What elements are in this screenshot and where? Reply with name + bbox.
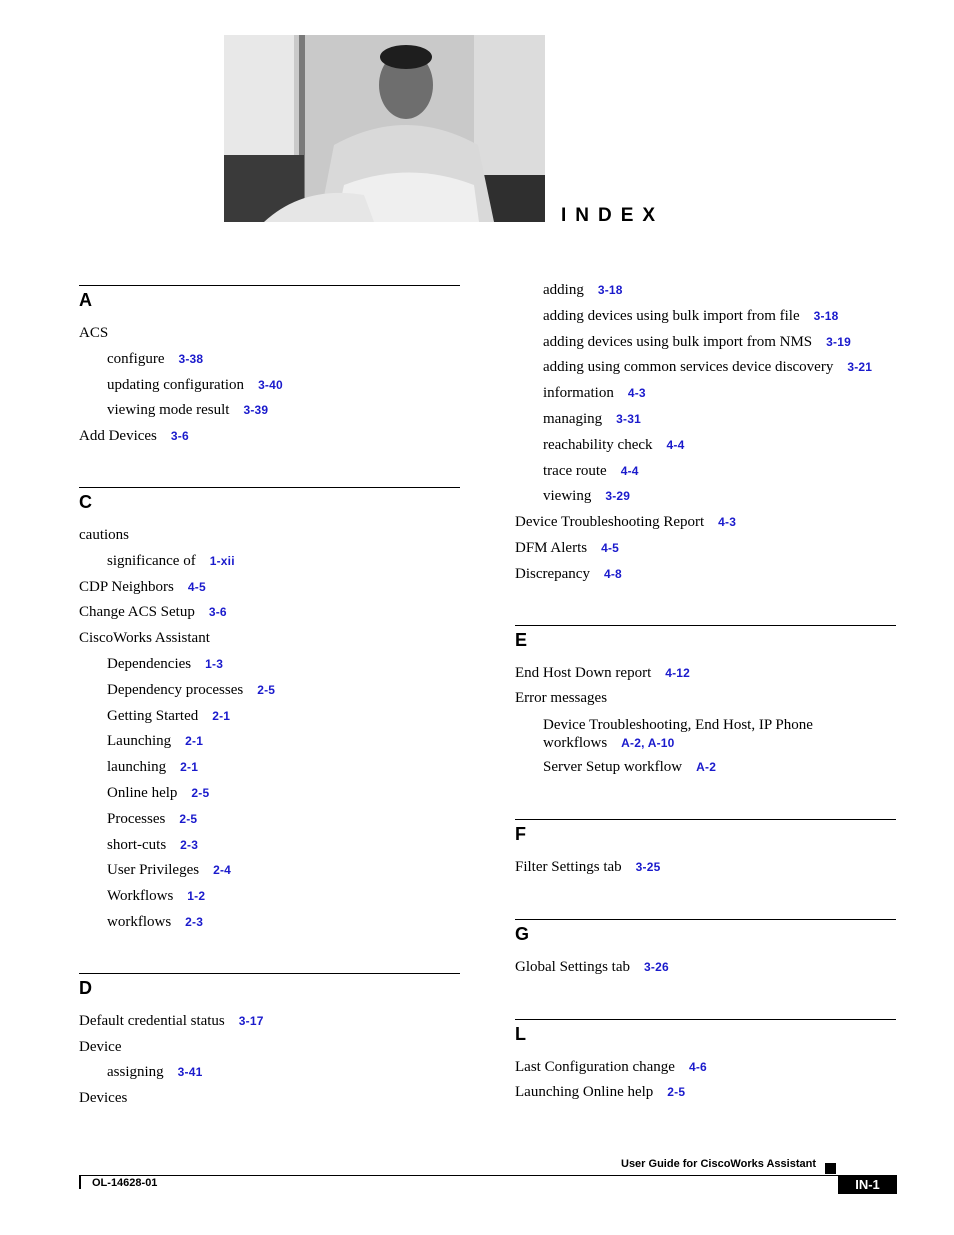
- index-entry: Launching Online help 2-5: [515, 1084, 686, 1101]
- index-subentry: workflows 2-3: [107, 913, 204, 930]
- page-number: IN-1: [838, 1175, 897, 1194]
- page-ref-link[interactable]: 4-4: [620, 463, 639, 478]
- index-subentry: Online help 2-5: [107, 784, 210, 801]
- index-entry: Add Devices 3-6: [79, 428, 189, 445]
- page-ref-link[interactable]: 3-6: [170, 429, 189, 444]
- page-ref-link[interactable]: 2-3: [180, 837, 199, 852]
- index-section-c: [79, 487, 460, 936]
- index-subentry: Dependency processes 2-5: [107, 681, 276, 698]
- header-photo: [224, 35, 545, 222]
- page-ref-link[interactable]: 2-1: [185, 734, 204, 749]
- index-entry: Error messages: [515, 690, 608, 707]
- index-entry: Filter Settings tab 3-25: [515, 858, 661, 875]
- page-ref-link[interactable]: 4-4: [666, 437, 685, 452]
- index-entry: Devices: [79, 1090, 128, 1107]
- index-entry: cautions: [79, 526, 129, 543]
- section-rule: [79, 487, 460, 488]
- index-section-a: [79, 285, 460, 450]
- index-subentry: viewing mode result 3-39: [107, 402, 269, 419]
- page-ref-link[interactable]: 3-39: [243, 403, 269, 418]
- index-subentry: trace route 4-4: [543, 462, 639, 479]
- index-section-d-continued: [515, 278, 896, 588]
- index-subentry: Dependencies 1-3: [107, 655, 224, 672]
- index-entry: Global Settings tab 3-26: [515, 958, 669, 975]
- page-ref-link[interactable]: 2-5: [257, 682, 276, 697]
- page-ref-link[interactable]: 3-38: [178, 351, 204, 366]
- footer-marker: [825, 1163, 836, 1174]
- section-rule: [515, 919, 896, 920]
- page-ref-link[interactable]: 3-40: [258, 377, 283, 392]
- index-subentry: adding devices using bulk import from NMS 3-19: [543, 333, 851, 350]
- page-ref-link[interactable]: 3-18: [813, 308, 839, 323]
- index-entry: ACS: [79, 325, 109, 341]
- index-column-left: [79, 285, 460, 1112]
- page-ref-link[interactable]: 3-26: [644, 959, 669, 974]
- page-ref-link[interactable]: 3-21: [847, 360, 873, 375]
- index-subentry: updating configuration 3-40: [107, 376, 283, 393]
- page-ref-link[interactable]: 4-12: [665, 665, 691, 680]
- section-rule: [79, 285, 460, 286]
- page-ref-link[interactable]: 3-17: [238, 1013, 264, 1028]
- index-section-f: [515, 819, 896, 881]
- page-ref-link[interactable]: 1-xii: [209, 553, 235, 568]
- index-entry: Change ACS Setup 3-6: [79, 604, 227, 621]
- index-entry: Last Configuration change 4-6: [515, 1058, 707, 1075]
- index-title: INDEX: [561, 205, 665, 226]
- page-ref-link[interactable]: 3-29: [605, 489, 631, 504]
- index-entry: CDP Neighbors 4-5: [79, 578, 206, 595]
- index-entry: CiscoWorks Assistant: [79, 630, 210, 647]
- index-subentry: User Privileges 2-4: [107, 862, 232, 879]
- footer-doc-number: OL-14628-01: [92, 1177, 158, 1189]
- index-subentry: launching 2-1: [107, 759, 199, 776]
- page-ref-link[interactable]: 2-5: [179, 811, 198, 826]
- index-section-e: [515, 625, 896, 781]
- index-column-right: [515, 278, 896, 1106]
- section-rule: [79, 973, 460, 974]
- page-ref-link[interactable]: 4-5: [601, 540, 620, 555]
- section-rule: [515, 625, 896, 626]
- index-section-d: [79, 973, 460, 1112]
- page-ref-link[interactable]: 3-19: [826, 334, 851, 349]
- index-subentry: information 4-3: [543, 385, 646, 402]
- footer-tick: [79, 1175, 81, 1189]
- page-ref-link[interactable]: 4-8: [603, 566, 622, 581]
- index-subentry: reachability check 4-4: [543, 436, 685, 453]
- section-rule: [515, 819, 896, 820]
- page-ref-link[interactable]: 2-1: [180, 760, 199, 775]
- page-ref-link[interactable]: 3-6: [208, 605, 227, 620]
- section-letter: L: [515, 1023, 526, 1044]
- section-letter: C: [79, 491, 92, 512]
- section-letter: F: [515, 823, 526, 844]
- section-letter: D: [79, 977, 92, 998]
- index-subentry: configure 3-38: [107, 350, 204, 367]
- page-ref-link[interactable]: 3-41: [177, 1065, 203, 1080]
- page-ref-link[interactable]: A-2, A-10: [621, 736, 675, 751]
- index-entry: Device: [79, 1038, 122, 1055]
- page-ref-link[interactable]: 2-5: [667, 1085, 686, 1100]
- index-subentry: managing 3-31: [543, 410, 641, 427]
- index-subentry: Device Troubleshooting, End Host, IP Phone workflows A-2, A-10: [543, 717, 813, 752]
- index-subentry: assigning 3-41: [107, 1064, 203, 1081]
- index-entry: Discrepancy 4-8: [515, 565, 622, 582]
- index-entry: Device Troubleshooting Report 4-3: [515, 514, 737, 531]
- index-entry: DFM Alerts 4-5: [515, 539, 620, 556]
- index-subentry: Launching 2-1: [107, 733, 204, 750]
- index-subentry: adding devices using bulk import from file 3-18: [543, 307, 839, 324]
- page-ref-link[interactable]: 1-2: [187, 889, 206, 904]
- index-entry: End Host Down report 4-12: [515, 664, 691, 681]
- page-ref-link[interactable]: 1-3: [205, 656, 224, 671]
- person-photo-illustration: [224, 35, 545, 222]
- page-ref-link[interactable]: 2-5: [191, 785, 210, 800]
- index-section-g: [515, 919, 896, 981]
- index-subentry: Getting Started 2-1: [107, 707, 231, 724]
- section-rule: [515, 1019, 896, 1020]
- page-ref-link[interactable]: 3-18: [597, 283, 623, 297]
- page-ref-link[interactable]: 3-25: [635, 859, 661, 874]
- index-subentry: Server Setup workflow A-2: [543, 759, 717, 776]
- index-subentry: short-cuts 2-3: [107, 836, 199, 853]
- index-subentry: Processes 2-5: [107, 810, 198, 827]
- footer-guide-title: User Guide for CiscoWorks Assistant: [621, 1158, 816, 1170]
- page-ref-link[interactable]: 3-31: [616, 411, 641, 426]
- page-ref-link[interactable]: 2-1: [212, 708, 231, 723]
- page-ref-link[interactable]: 4-6: [688, 1059, 707, 1074]
- page-ref-link[interactable]: 4-3: [627, 386, 646, 401]
- index-subentry: viewing 3-29: [543, 488, 631, 505]
- section-letter: A: [79, 290, 92, 310]
- footer-rule: [79, 1175, 897, 1176]
- section-letter: E: [515, 629, 528, 650]
- page-ref-link[interactable]: 2-3: [185, 914, 204, 929]
- index-subentry: Workflows 1-2: [107, 888, 206, 905]
- index-section-l: [515, 1019, 896, 1107]
- page-ref-link[interactable]: 4-5: [187, 579, 206, 594]
- index-subentry: significance of 1-xii: [107, 552, 235, 569]
- index-subentry: adding using common services device discovery 3-21: [543, 359, 873, 376]
- page-ref-link[interactable]: 2-4: [213, 863, 232, 878]
- index-subentry: adding 3-18: [543, 282, 623, 298]
- page-ref-link[interactable]: 4-3: [718, 515, 737, 530]
- section-letter: G: [515, 923, 530, 944]
- page-ref-link[interactable]: A-2: [696, 760, 717, 775]
- index-entry: Default credential status 3-17: [79, 1012, 264, 1029]
